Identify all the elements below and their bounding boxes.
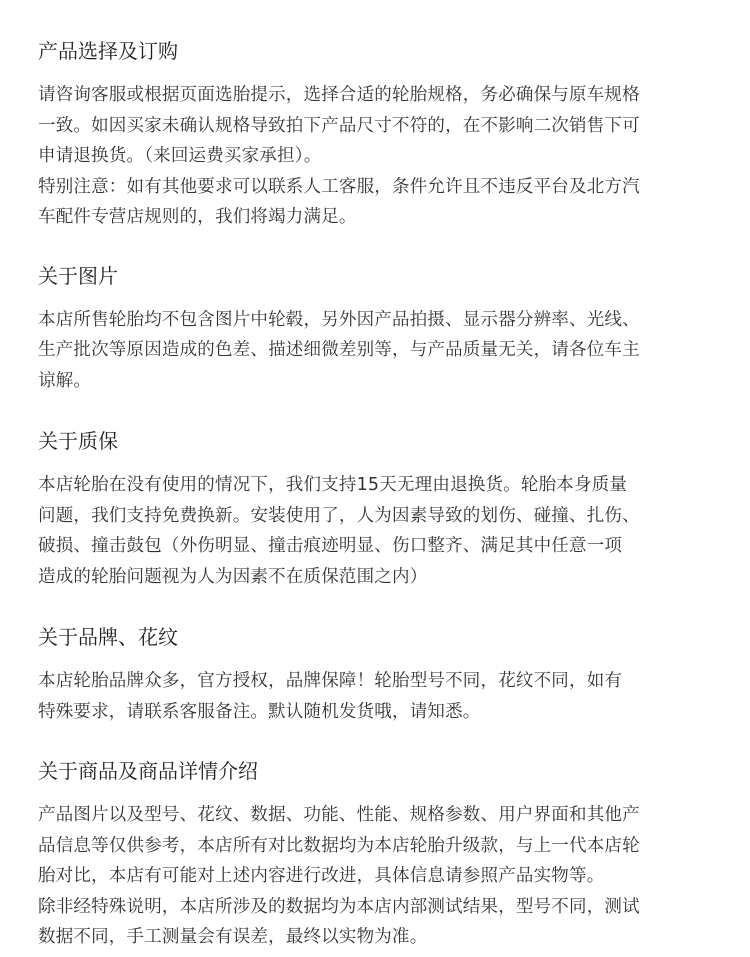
body-line: 本店所售轮胎均不包含图片中轮毂，另外因产品拍摄、显示器分辨率、光线、 bbox=[38, 309, 640, 330]
body-line: 本店轮胎在没有使用的情况下，我们支持15天无理由退换货。轮胎本身质量 bbox=[38, 475, 628, 495]
body-line: 本店轮胎品牌众多，官方授权，品牌保障！轮胎型号不同，花纹不同，如有 bbox=[38, 671, 623, 691]
section-body bbox=[38, 470, 714, 592]
body-line: 除非经特殊说明，本店所涉及的数据均为本店内部测试结果，型号不同，测试 bbox=[38, 896, 640, 917]
section-title: 关于图片 bbox=[38, 263, 118, 288]
section-title: 关于质保 bbox=[38, 429, 118, 453]
body-line: 车配件专营店规则的，我们将竭力满足。 bbox=[38, 207, 357, 227]
body-line: 破损、撞击鼓包（外伤明显、撞击痕迹明显、伤口整齐、满足其中任意一项 bbox=[38, 536, 623, 556]
section-body bbox=[38, 305, 714, 397]
section-title: 关于商品及商品详情介绍 bbox=[38, 759, 258, 783]
body-line: 问题，我们支持免费换新。安装使用了，人为因素导致的划伤、碰撞、扎伤、 bbox=[38, 505, 640, 526]
section-about-warranty bbox=[38, 426, 714, 592]
body-line: 生产批次等原因造成的色差、描述细微差别等，与产品质量无关，请各位车主 bbox=[38, 340, 640, 360]
body-line: 品信息等仅供参考，本店所有对比数据均为本店轮胎升级款，与上一代本店轮 bbox=[38, 835, 640, 856]
section-about-product-details bbox=[38, 756, 714, 953]
body-line: 产品图片以及型号、花纹、数据、功能、性能、规格参数、用户界面和其他产 bbox=[38, 805, 640, 825]
section-body bbox=[38, 80, 714, 233]
section-title: 关于品牌、花纹 bbox=[38, 625, 178, 649]
section-product-selection bbox=[38, 36, 714, 233]
section-body bbox=[38, 666, 714, 727]
body-line: 造成的轮胎问题视为人为因素不在质保范围之内） bbox=[38, 566, 428, 587]
body-line: 特别注意：如有其他要求可以联系人工客服，条件允许且不违反平台及北方汽 bbox=[38, 176, 640, 197]
section-title: 产品选择及订购 bbox=[38, 39, 178, 63]
body-line: 请咨询客服或根据页面选胎提示，选择合适的轮胎规格，务必确保与原车规格 bbox=[38, 85, 640, 105]
body-line: 胎对比，本店有可能对上述内容进行改进，具体信息请参照产品实物等。 bbox=[38, 866, 605, 886]
section-about-images bbox=[38, 261, 714, 397]
section-body bbox=[38, 800, 714, 953]
body-line: 申请退换货。（来回运费买家承担）。 bbox=[38, 146, 322, 166]
body-line: 数据不同，手工测量会有误差，最终以实物为准。 bbox=[38, 927, 428, 947]
section-about-brand bbox=[38, 622, 714, 727]
body-line: 特殊要求，请联系客服备注。默认随机发货哦，请知悉。 bbox=[38, 701, 481, 722]
body-line: 一致。如因买家未确认规格导致拍下产品尺寸不符的，在不影响二次销售下可 bbox=[38, 115, 640, 136]
body-line: 谅解。 bbox=[38, 370, 92, 391]
